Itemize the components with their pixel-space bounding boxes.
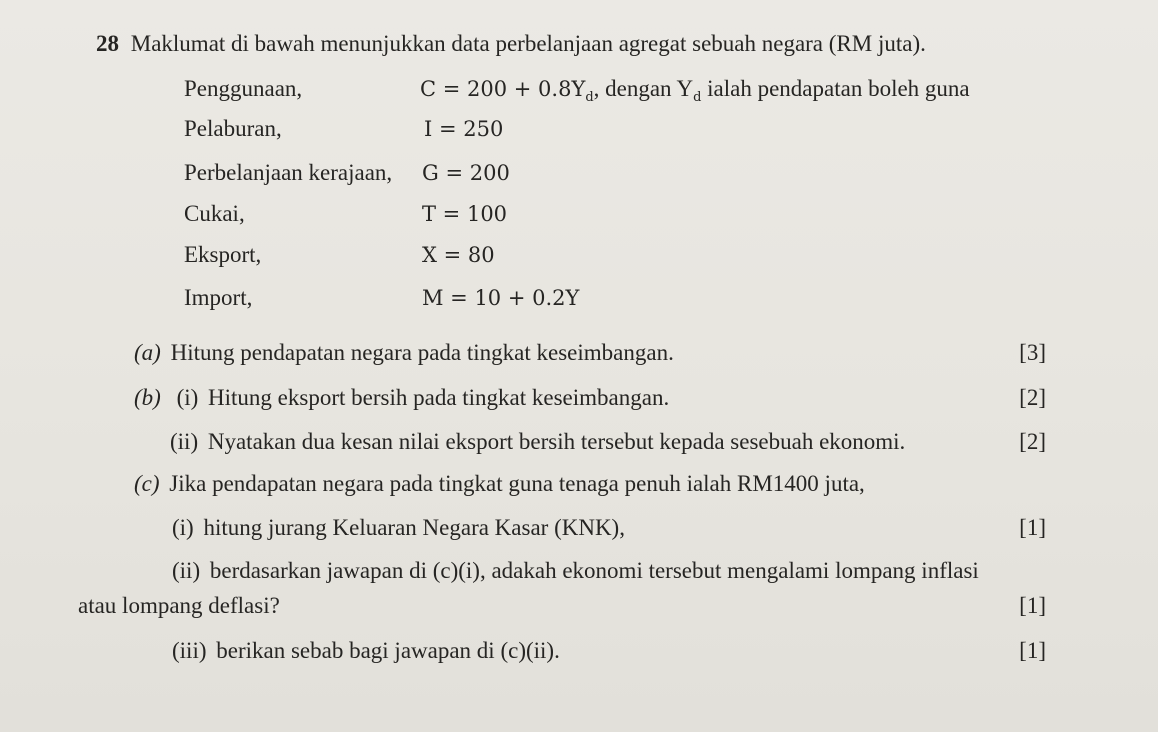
row-label-eksport: Eksport,	[184, 242, 262, 267]
row-equation-pelaburan: I = 250	[424, 117, 504, 141]
note-subscript-d: d	[693, 90, 702, 106]
part-a-label: (a)	[134, 340, 161, 365]
part-c-label: (c)	[134, 471, 160, 496]
part-c-iii-sublabel: (iii)	[172, 638, 207, 663]
part-c-i-marks: [1]	[1019, 515, 1046, 540]
row-equation-import: M = 10 + 0.2Y	[422, 286, 580, 310]
part-b-ii-marks: [2]	[1019, 429, 1046, 454]
row-label-import: Import,	[184, 285, 253, 310]
part-c-i	[172, 514, 625, 542]
row-equation-cukai: T = 100	[422, 202, 508, 226]
part-c-ii-marks: [1]	[1019, 593, 1046, 618]
part-a-marks: [3]	[1019, 340, 1046, 365]
consumption-note-tail: ialah pendapatan boleh guna	[701, 76, 970, 101]
row-label-kerajaan: Perbelanjaan kerajaan,	[184, 160, 393, 185]
part-c-text: Jika pendapatan negara pada tingkat guna tenaga penuh ialah RM1400 juta,	[169, 471, 865, 496]
part-b-ii	[170, 428, 905, 456]
part-c-iii-text: berikan sebab bagi jawapan di (c)(ii).	[216, 638, 560, 663]
part-c-ii-text-continued: atau lompang deflasi?	[78, 593, 280, 618]
consumption-note: , dengan Y	[593, 76, 694, 101]
part-b-ii-sublabel: (ii)	[170, 429, 199, 454]
row-label-cukai: Cukai,	[184, 201, 245, 226]
subscript-d: d	[585, 90, 594, 106]
part-b-ii-text: Nyatakan dua kesan nilai eksport bersih tersebut kepada sesebuah ekonomi.	[207, 429, 906, 454]
row-label-pelaburan: Pelaburan,	[184, 116, 282, 141]
part-b-i-sublabel: (i)	[176, 385, 199, 410]
equation-consumption: C = 200 + 0.8Y	[420, 77, 586, 101]
part-b-label: (b)	[134, 385, 161, 410]
part-c-i-sublabel: (i)	[172, 515, 194, 540]
part-b-i	[134, 384, 669, 412]
part-c-ii	[172, 557, 979, 585]
row-equation-eksport: X = 80	[422, 243, 495, 267]
question-number: 28	[96, 31, 119, 56]
part-c-iii	[172, 637, 560, 665]
part-b-i-marks: [2]	[1019, 385, 1046, 410]
part-c-ii-sublabel: (ii)	[172, 558, 201, 583]
row-equation-penggunaan	[420, 75, 970, 112]
row-equation-kerajaan: G = 200	[422, 161, 510, 185]
part-c-ii-text: berdasarkan jawapan di (c)(i), adakah ekonomi tersebut mengalami lompang inflasi	[209, 558, 979, 583]
part-a	[134, 339, 674, 367]
part-c-i-text: hitung jurang Keluaran Negara Kasar (KNK),	[203, 515, 625, 540]
row-label-penggunaan: Penggunaan,	[184, 76, 303, 101]
part-a-text: Hitung pendapatan negara pada tingkat keseimbangan.	[170, 340, 674, 365]
part-c-iii-marks: [1]	[1019, 638, 1046, 663]
part-c	[134, 470, 865, 498]
part-b-i-text: Hitung eksport bersih pada tingkat keseimbangan.	[208, 385, 670, 410]
question-intro: Maklumat di bawah menunjukkan data perbelanjaan agregat sebuah negara (RM juta).	[130, 31, 926, 56]
question-header	[96, 30, 926, 58]
